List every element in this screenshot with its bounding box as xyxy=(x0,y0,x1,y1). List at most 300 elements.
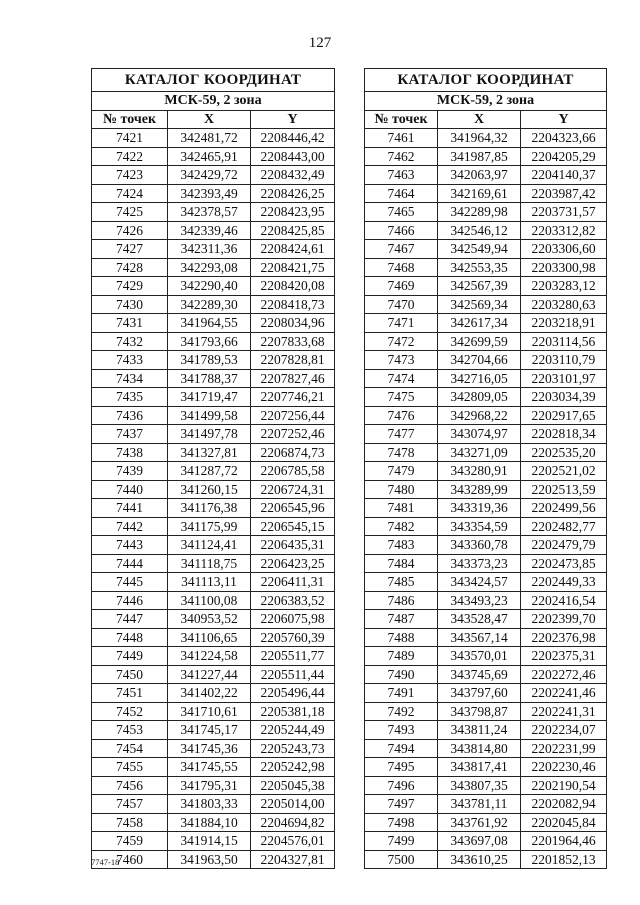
x-coordinate-cell: 341710,61 xyxy=(168,702,251,721)
y-coordinate-cell: 2202190,54 xyxy=(521,776,607,795)
x-coordinate-cell: 341914,15 xyxy=(168,832,251,851)
y-coordinate-cell: 2201852,13 xyxy=(521,850,607,869)
y-coordinate-cell: 2207746,21 xyxy=(251,388,335,407)
x-coordinate-cell: 343424,57 xyxy=(438,573,521,592)
x-coordinate-cell: 342290,40 xyxy=(168,277,251,296)
table-row xyxy=(365,610,607,629)
table-row xyxy=(92,406,335,425)
table-row xyxy=(365,184,607,203)
table-row xyxy=(92,554,335,573)
point-number-cell: 7477 xyxy=(365,425,438,444)
point-number-cell: 7448 xyxy=(92,628,168,647)
point-number-cell: 7428 xyxy=(92,258,168,277)
point-number-cell: 7457 xyxy=(92,795,168,814)
point-number-cell: 7467 xyxy=(365,240,438,259)
table-row xyxy=(365,314,607,333)
y-coordinate-cell: 2203034,39 xyxy=(521,388,607,407)
x-coordinate-cell: 341789,53 xyxy=(168,351,251,370)
point-number-cell: 7489 xyxy=(365,647,438,666)
table-row xyxy=(365,721,607,740)
table-row xyxy=(365,443,607,462)
x-coordinate-cell: 343567,14 xyxy=(438,628,521,647)
y-coordinate-cell: 2208432,49 xyxy=(251,166,335,185)
point-number-cell: 7435 xyxy=(92,388,168,407)
y-coordinate-cell: 2204576,01 xyxy=(251,832,335,851)
x-coordinate-cell: 340953,52 xyxy=(168,610,251,629)
x-coordinate-cell: 343761,92 xyxy=(438,813,521,832)
point-number-cell: 7444 xyxy=(92,554,168,573)
point-number-cell: 7490 xyxy=(365,665,438,684)
x-coordinate-cell: 343811,24 xyxy=(438,721,521,740)
y-coordinate-cell: 2202376,98 xyxy=(521,628,607,647)
coordinates-table-right xyxy=(364,68,607,869)
y-coordinate-cell: 2203300,98 xyxy=(521,258,607,277)
x-coordinate-cell: 342429,72 xyxy=(168,166,251,185)
x-coordinate-cell: 343814,80 xyxy=(438,739,521,758)
point-number-cell: 7496 xyxy=(365,776,438,795)
table-row xyxy=(92,702,335,721)
point-number-cell: 7462 xyxy=(365,147,438,166)
y-coordinate-cell: 2205014,00 xyxy=(251,795,335,814)
y-coordinate-cell: 2208421,75 xyxy=(251,258,335,277)
table-row xyxy=(92,240,335,259)
point-number-cell: 7475 xyxy=(365,388,438,407)
table-row xyxy=(365,647,607,666)
point-number-cell: 7476 xyxy=(365,406,438,425)
y-coordinate-cell: 2205496,44 xyxy=(251,684,335,703)
point-number-cell: 7461 xyxy=(365,129,438,148)
point-number-cell: 7442 xyxy=(92,517,168,536)
x-coordinate-cell: 341963,50 xyxy=(168,850,251,869)
point-number-cell: 7499 xyxy=(365,832,438,851)
column-header-point: № точек xyxy=(365,110,438,129)
y-coordinate-cell: 2205243,73 xyxy=(251,739,335,758)
x-coordinate-cell: 343493,23 xyxy=(438,591,521,610)
x-coordinate-cell: 343373,23 xyxy=(438,554,521,573)
table-row xyxy=(365,406,607,425)
y-coordinate-cell: 2208425,85 xyxy=(251,221,335,240)
x-coordinate-cell: 342549,94 xyxy=(438,240,521,259)
point-number-cell: 7430 xyxy=(92,295,168,314)
point-number-cell: 7485 xyxy=(365,573,438,592)
x-coordinate-cell: 343570,01 xyxy=(438,647,521,666)
column-header-x: X xyxy=(438,110,521,129)
table-row xyxy=(92,573,335,592)
x-coordinate-cell: 341224,58 xyxy=(168,647,251,666)
point-number-cell: 7494 xyxy=(365,739,438,758)
point-number-cell: 7469 xyxy=(365,277,438,296)
point-number-cell: 7453 xyxy=(92,721,168,740)
y-coordinate-cell: 2203101,97 xyxy=(521,369,607,388)
y-coordinate-cell: 2208443,00 xyxy=(251,147,335,166)
table-row xyxy=(92,850,335,869)
x-coordinate-cell: 342378,57 xyxy=(168,203,251,222)
x-coordinate-cell: 342704,66 xyxy=(438,351,521,370)
point-number-cell: 7437 xyxy=(92,425,168,444)
x-coordinate-cell: 341124,41 xyxy=(168,536,251,555)
x-coordinate-cell: 341795,31 xyxy=(168,776,251,795)
y-coordinate-cell: 2206411,31 xyxy=(251,573,335,592)
x-coordinate-cell: 343798,87 xyxy=(438,702,521,721)
y-coordinate-cell: 2202241,31 xyxy=(521,702,607,721)
y-coordinate-cell: 2206545,15 xyxy=(251,517,335,536)
table-row xyxy=(92,295,335,314)
x-coordinate-cell: 341987,85 xyxy=(438,147,521,166)
point-number-cell: 7487 xyxy=(365,610,438,629)
table-row xyxy=(365,795,607,814)
table-row xyxy=(92,721,335,740)
table-row xyxy=(365,499,607,518)
y-coordinate-cell: 2208424,61 xyxy=(251,240,335,259)
point-number-cell: 7474 xyxy=(365,369,438,388)
y-coordinate-cell: 2207833,68 xyxy=(251,332,335,351)
x-coordinate-cell: 343354,59 xyxy=(438,517,521,536)
y-coordinate-cell: 2205511,44 xyxy=(251,665,335,684)
y-coordinate-cell: 2205381,18 xyxy=(251,702,335,721)
point-number-cell: 7423 xyxy=(92,166,168,185)
x-coordinate-cell: 341227,44 xyxy=(168,665,251,684)
table-row xyxy=(92,647,335,666)
x-coordinate-cell: 341175,99 xyxy=(168,517,251,536)
y-coordinate-cell: 2204140,37 xyxy=(521,166,607,185)
y-coordinate-cell: 2202917,65 xyxy=(521,406,607,425)
point-number-cell: 7452 xyxy=(92,702,168,721)
x-coordinate-cell: 341260,15 xyxy=(168,480,251,499)
y-coordinate-cell: 2205244,49 xyxy=(251,721,335,740)
point-number-cell: 7433 xyxy=(92,351,168,370)
y-coordinate-cell: 2202399,70 xyxy=(521,610,607,629)
x-coordinate-cell: 343697,08 xyxy=(438,832,521,851)
table-row xyxy=(365,554,607,573)
point-number-cell: 7493 xyxy=(365,721,438,740)
table-row xyxy=(365,295,607,314)
column-header-x: X xyxy=(168,110,251,129)
table-row xyxy=(92,517,335,536)
x-coordinate-cell: 342617,34 xyxy=(438,314,521,333)
point-number-cell: 7441 xyxy=(92,499,168,518)
y-coordinate-cell: 2202535,20 xyxy=(521,443,607,462)
y-coordinate-cell: 2205760,39 xyxy=(251,628,335,647)
x-coordinate-cell: 342567,39 xyxy=(438,277,521,296)
table-title: КАТАЛОГ КООРДИНАТ xyxy=(365,69,607,92)
y-coordinate-cell: 2202082,94 xyxy=(521,795,607,814)
table-row xyxy=(365,277,607,296)
y-coordinate-cell: 2203306,60 xyxy=(521,240,607,259)
table-row xyxy=(92,258,335,277)
y-coordinate-cell: 2202416,54 xyxy=(521,591,607,610)
table-row xyxy=(365,240,607,259)
point-number-cell: 7451 xyxy=(92,684,168,703)
point-number-cell: 7454 xyxy=(92,739,168,758)
y-coordinate-cell: 2208423,95 xyxy=(251,203,335,222)
x-coordinate-cell: 341884,10 xyxy=(168,813,251,832)
table-row xyxy=(365,776,607,795)
y-coordinate-cell: 2202272,46 xyxy=(521,665,607,684)
point-number-cell: 7483 xyxy=(365,536,438,555)
y-coordinate-cell: 2203110,79 xyxy=(521,351,607,370)
table-row xyxy=(92,795,335,814)
point-number-cell: 7449 xyxy=(92,647,168,666)
point-number-cell: 7443 xyxy=(92,536,168,555)
y-coordinate-cell: 2203218,91 xyxy=(521,314,607,333)
table-row xyxy=(92,591,335,610)
y-coordinate-cell: 2208418,73 xyxy=(251,295,335,314)
point-number-cell: 7455 xyxy=(92,758,168,777)
y-coordinate-cell: 2202241,46 xyxy=(521,684,607,703)
point-number-cell: 7478 xyxy=(365,443,438,462)
y-coordinate-cell: 2203114,56 xyxy=(521,332,607,351)
table-row xyxy=(92,425,335,444)
x-coordinate-cell: 341176,38 xyxy=(168,499,251,518)
table-row xyxy=(92,369,335,388)
table-row xyxy=(92,462,335,481)
y-coordinate-cell: 2202045,84 xyxy=(521,813,607,832)
x-coordinate-cell: 342569,34 xyxy=(438,295,521,314)
y-coordinate-cell: 2204323,66 xyxy=(521,129,607,148)
y-coordinate-cell: 2206435,31 xyxy=(251,536,335,555)
table-row xyxy=(92,739,335,758)
y-coordinate-cell: 2206423,25 xyxy=(251,554,335,573)
x-coordinate-cell: 341788,37 xyxy=(168,369,251,388)
x-coordinate-cell: 342481,72 xyxy=(168,129,251,148)
table-row xyxy=(92,665,335,684)
table-row xyxy=(365,832,607,851)
table-row xyxy=(365,369,607,388)
point-number-cell: 7497 xyxy=(365,795,438,814)
x-coordinate-cell: 343360,78 xyxy=(438,536,521,555)
table-row xyxy=(365,536,607,555)
y-coordinate-cell: 2208034,96 xyxy=(251,314,335,333)
point-number-cell: 7440 xyxy=(92,480,168,499)
table-row xyxy=(92,684,335,703)
y-coordinate-cell: 2202234,07 xyxy=(521,721,607,740)
y-coordinate-cell: 2208420,08 xyxy=(251,277,335,296)
x-coordinate-cell: 342809,05 xyxy=(438,388,521,407)
table-row xyxy=(365,758,607,777)
point-number-cell: 7426 xyxy=(92,221,168,240)
y-coordinate-cell: 2202479,79 xyxy=(521,536,607,555)
x-coordinate-cell: 341402,22 xyxy=(168,684,251,703)
y-coordinate-cell: 2206075,98 xyxy=(251,610,335,629)
x-coordinate-cell: 342553,35 xyxy=(438,258,521,277)
point-number-cell: 7422 xyxy=(92,147,168,166)
x-coordinate-cell: 343745,69 xyxy=(438,665,521,684)
table-row xyxy=(365,462,607,481)
point-number-cell: 7421 xyxy=(92,129,168,148)
point-number-cell: 7500 xyxy=(365,850,438,869)
x-coordinate-cell: 341287,72 xyxy=(168,462,251,481)
y-coordinate-cell: 2204327,81 xyxy=(251,850,335,869)
point-number-cell: 7466 xyxy=(365,221,438,240)
point-number-cell: 7463 xyxy=(365,166,438,185)
table-row xyxy=(92,499,335,518)
table-row xyxy=(92,832,335,851)
y-coordinate-cell: 2202521,02 xyxy=(521,462,607,481)
y-coordinate-cell: 2203731,57 xyxy=(521,203,607,222)
y-coordinate-cell: 2203312,82 xyxy=(521,221,607,240)
point-number-cell: 7456 xyxy=(92,776,168,795)
table-row xyxy=(92,628,335,647)
point-number-cell: 7488 xyxy=(365,628,438,647)
x-coordinate-cell: 341803,33 xyxy=(168,795,251,814)
point-number-cell: 7486 xyxy=(365,591,438,610)
table-row xyxy=(92,147,335,166)
point-number-cell: 7498 xyxy=(365,813,438,832)
x-coordinate-cell: 343797,60 xyxy=(438,684,521,703)
point-number-cell: 7468 xyxy=(365,258,438,277)
point-number-cell: 7460 xyxy=(92,850,168,869)
y-coordinate-cell: 2202230,46 xyxy=(521,758,607,777)
point-number-cell: 7464 xyxy=(365,184,438,203)
y-coordinate-cell: 2204205,29 xyxy=(521,147,607,166)
y-coordinate-cell: 2202375,31 xyxy=(521,647,607,666)
y-coordinate-cell: 2208426,25 xyxy=(251,184,335,203)
y-coordinate-cell: 2203987,42 xyxy=(521,184,607,203)
point-number-cell: 7450 xyxy=(92,665,168,684)
point-number-cell: 7439 xyxy=(92,462,168,481)
point-number-cell: 7472 xyxy=(365,332,438,351)
x-coordinate-cell: 341327,81 xyxy=(168,443,251,462)
point-number-cell: 7424 xyxy=(92,184,168,203)
table-row xyxy=(92,277,335,296)
x-coordinate-cell: 343280,91 xyxy=(438,462,521,481)
point-number-cell: 7470 xyxy=(365,295,438,314)
point-number-cell: 7473 xyxy=(365,351,438,370)
table-row xyxy=(92,129,335,148)
y-coordinate-cell: 2203280,63 xyxy=(521,295,607,314)
y-coordinate-cell: 2208446,42 xyxy=(251,129,335,148)
y-coordinate-cell: 2202473,85 xyxy=(521,554,607,573)
x-coordinate-cell: 343074,97 xyxy=(438,425,521,444)
x-coordinate-cell: 343817,41 xyxy=(438,758,521,777)
document-code: 7747-18 xyxy=(91,857,120,867)
table-row xyxy=(365,517,607,536)
point-number-cell: 7436 xyxy=(92,406,168,425)
table-row xyxy=(365,665,607,684)
point-number-cell: 7465 xyxy=(365,203,438,222)
point-number-cell: 7459 xyxy=(92,832,168,851)
table-row xyxy=(365,850,607,869)
point-number-cell: 7480 xyxy=(365,480,438,499)
y-coordinate-cell: 2207256,44 xyxy=(251,406,335,425)
y-coordinate-cell: 2202231,99 xyxy=(521,739,607,758)
x-coordinate-cell: 343528,47 xyxy=(438,610,521,629)
y-coordinate-cell: 2202499,56 xyxy=(521,499,607,518)
y-coordinate-cell: 2203283,12 xyxy=(521,277,607,296)
table-row xyxy=(92,221,335,240)
table-row xyxy=(92,813,335,832)
x-coordinate-cell: 341745,55 xyxy=(168,758,251,777)
table-row xyxy=(365,813,607,832)
table-row xyxy=(92,351,335,370)
table-row xyxy=(365,684,607,703)
x-coordinate-cell: 342465,91 xyxy=(168,147,251,166)
table-row xyxy=(365,351,607,370)
point-number-cell: 7492 xyxy=(365,702,438,721)
point-number-cell: 7447 xyxy=(92,610,168,629)
table-row xyxy=(365,480,607,499)
column-header-point: № точек xyxy=(92,110,168,129)
table-row xyxy=(92,388,335,407)
point-number-cell: 7458 xyxy=(92,813,168,832)
x-coordinate-cell: 341745,17 xyxy=(168,721,251,740)
x-coordinate-cell: 342699,59 xyxy=(438,332,521,351)
table-row xyxy=(365,147,607,166)
x-coordinate-cell: 341719,47 xyxy=(168,388,251,407)
x-coordinate-cell: 341100,08 xyxy=(168,591,251,610)
x-coordinate-cell: 343807,35 xyxy=(438,776,521,795)
x-coordinate-cell: 343271,09 xyxy=(438,443,521,462)
table-row xyxy=(365,388,607,407)
column-header-y: Y xyxy=(251,110,335,129)
point-number-cell: 7445 xyxy=(92,573,168,592)
table-row xyxy=(365,702,607,721)
table-row xyxy=(365,425,607,444)
x-coordinate-cell: 342289,98 xyxy=(438,203,521,222)
point-number-cell: 7434 xyxy=(92,369,168,388)
table-row xyxy=(92,184,335,203)
table-row xyxy=(365,129,607,148)
x-coordinate-cell: 342169,61 xyxy=(438,184,521,203)
point-number-cell: 7482 xyxy=(365,517,438,536)
x-coordinate-cell: 342311,36 xyxy=(168,240,251,259)
table-row xyxy=(365,628,607,647)
y-coordinate-cell: 2207252,46 xyxy=(251,425,335,444)
table-row xyxy=(365,573,607,592)
table-row xyxy=(365,332,607,351)
x-coordinate-cell: 341113,11 xyxy=(168,573,251,592)
y-coordinate-cell: 2201964,46 xyxy=(521,832,607,851)
table-title: КАТАЛОГ КООРДИНАТ xyxy=(92,69,335,92)
table-row xyxy=(365,739,607,758)
y-coordinate-cell: 2202449,33 xyxy=(521,573,607,592)
x-coordinate-cell: 343781,11 xyxy=(438,795,521,814)
table-zone: МСК-59, 2 зона xyxy=(92,92,335,111)
point-number-cell: 7495 xyxy=(365,758,438,777)
x-coordinate-cell: 343289,99 xyxy=(438,480,521,499)
column-header-y: Y xyxy=(521,110,607,129)
point-number-cell: 7491 xyxy=(365,684,438,703)
point-number-cell: 7432 xyxy=(92,332,168,351)
x-coordinate-cell: 342063,97 xyxy=(438,166,521,185)
table-row xyxy=(365,258,607,277)
y-coordinate-cell: 2204694,82 xyxy=(251,813,335,832)
y-coordinate-cell: 2206874,73 xyxy=(251,443,335,462)
x-coordinate-cell: 341499,58 xyxy=(168,406,251,425)
x-coordinate-cell: 341745,36 xyxy=(168,739,251,758)
point-number-cell: 7427 xyxy=(92,240,168,259)
table-row xyxy=(365,203,607,222)
x-coordinate-cell: 342339,46 xyxy=(168,221,251,240)
point-number-cell: 7431 xyxy=(92,314,168,333)
x-coordinate-cell: 342293,08 xyxy=(168,258,251,277)
y-coordinate-cell: 2206545,96 xyxy=(251,499,335,518)
y-coordinate-cell: 2207827,46 xyxy=(251,369,335,388)
y-coordinate-cell: 2202482,77 xyxy=(521,517,607,536)
x-coordinate-cell: 342289,30 xyxy=(168,295,251,314)
table-row xyxy=(365,591,607,610)
x-coordinate-cell: 342968,22 xyxy=(438,406,521,425)
point-number-cell: 7481 xyxy=(365,499,438,518)
table-row xyxy=(92,758,335,777)
table-row xyxy=(92,480,335,499)
page-number: 127 xyxy=(308,35,332,51)
table-row xyxy=(92,332,335,351)
coordinates-table-left xyxy=(91,68,335,869)
table-row xyxy=(92,610,335,629)
y-coordinate-cell: 2206383,52 xyxy=(251,591,335,610)
point-number-cell: 7484 xyxy=(365,554,438,573)
